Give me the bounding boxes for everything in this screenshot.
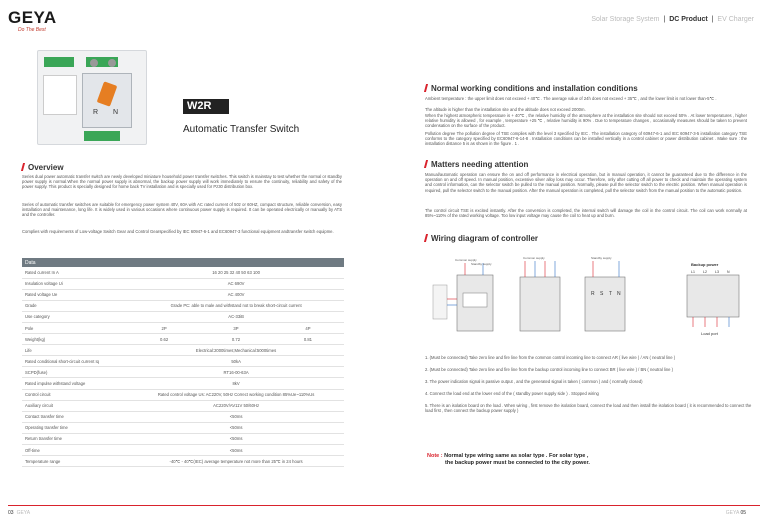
table-cell: 3P [200, 322, 272, 333]
table-row [22, 378, 344, 389]
knob-icon [90, 59, 98, 67]
table-cell: <50ms [128, 445, 344, 456]
table-row [22, 389, 344, 400]
table-cell: AC 690V [128, 278, 344, 289]
table-row [22, 356, 344, 367]
product-sticker [43, 75, 77, 115]
note-line-1: Normal type wiring same as solar type . For solar type , [444, 453, 589, 459]
wiring-heading-text: Wiring diagram of controller [431, 234, 539, 243]
logo-tagline: Do The Best [18, 27, 46, 33]
table-cell: RT16-00-63A [128, 367, 344, 378]
product-image [37, 50, 147, 145]
diagram-right [687, 262, 739, 336]
wiring-note [427, 453, 590, 467]
footer-brand-left: GEYA [16, 510, 31, 516]
table-cell: Contact transfer time [22, 411, 128, 422]
table-row [22, 422, 344, 433]
label-standby-supply-2: Standby supply [591, 256, 612, 260]
normal-conditions-heading-text: Normal working conditions and installation conditions [431, 84, 638, 93]
table-row [22, 311, 344, 322]
knob-icon [108, 59, 116, 67]
nav-item-solar[interactable]: Solar Storage System [591, 16, 660, 23]
geya-logo [8, 8, 63, 36]
footer-left [8, 510, 30, 516]
table-cell: Auxiliary circuit [22, 400, 128, 411]
terminal-n: N [617, 291, 621, 297]
table-row [22, 400, 344, 411]
table-row [22, 445, 344, 456]
label-r: R [93, 109, 99, 116]
overview-paragraph: Series dual power automatic transfer switch are newly developed miniature household power transfer switches. This switch is mainstay to test whether the normal or standby power supply is normal.When the normal power supply is abnormal, the backup power supply will work immediately to ensure the continuity, reliability and safety of the power supply. This product is specially designed for home back TV installation and is specially used for Pz30 distribution box. [22, 174, 342, 190]
overview-paragraph: Complies with requirements of Low-voltage Switch Gear and Control Gearspecified by IEC 60947-6-1 and EC60947-3 functional equipment andtransfer switch equipme. [22, 229, 334, 234]
heading-marker [424, 160, 428, 168]
wiring-note-item: 5. There is an isolation board on the load . When wiring , first remove the isolation board, connect the load and then install the isolation board ( it is recommended to connect the load first , then connect the backup power supply ) [425, 403, 752, 414]
top-nav [591, 16, 754, 23]
table-cell: 50kA [128, 356, 344, 367]
table-cell: SCPD(fuse) [22, 367, 128, 378]
table-cell: Weight(kg) [22, 334, 128, 345]
table-cell: Grade [22, 300, 128, 311]
table-row [22, 433, 344, 444]
table-cell: 0.81 [272, 334, 344, 345]
table-cell: Use category [22, 311, 128, 322]
terminal-r: R [591, 291, 595, 297]
table-row [22, 456, 344, 467]
label-n: N [113, 109, 119, 116]
table-row [22, 334, 344, 345]
table-cell: AC220V/AV11V 50/60Hz [128, 400, 344, 411]
diagram-left [433, 258, 493, 331]
conditions-paragraph: The altitude is higher than the installation site and the altitude does not exceed 2000m. [425, 107, 586, 112]
note-label: Note : [427, 453, 443, 459]
table-cell: 0.72 [200, 334, 272, 345]
wiring-heading [425, 234, 538, 243]
logo-text: GEYA [8, 8, 57, 27]
table-row [22, 267, 344, 278]
label-common-supply-2: Common supply [523, 256, 545, 260]
table-row [22, 322, 344, 333]
matters-paragraph: The control circuit TSE is excited instantly. After the conversion is completed, the internal switch will damage the coil in the control circuit. The coil can work normally at 85%~110% of the rated working voltage. Too low input voltage may cause the coil to heat up and burn. [425, 208, 747, 219]
footer-right [723, 510, 746, 516]
overview-paragraph: Series of automatic transfer switches are suitable for emergency power system 40V, 60A with AC rated current of 50z or 60HZ, compact structure, reliable conversion, easy installation and maintenance, long life. It is widely used in various occasions where continuous power supply is required. It can be operated electrically or manually by ATS and the controller. [22, 202, 342, 218]
product-title: Automatic Transfer Switch [183, 124, 300, 135]
table-cell: Rated impulse withstand voltage [22, 378, 128, 389]
heading-marker [424, 234, 428, 242]
label-load-port: Load port [701, 331, 718, 336]
table-cell: <50ms [128, 422, 344, 433]
nav-separator: | [663, 16, 666, 23]
phase-l2: L2 [703, 270, 707, 274]
label-standby-supply: Standby supply [471, 262, 492, 266]
table-cell: Electrical:2000times;Mechanical:5000times [128, 345, 344, 356]
phase-n: N [727, 270, 730, 274]
table-cell: -40℃ - 40℃(IEC) average temperature not more than 25℃ in 24 hours [128, 456, 344, 467]
wiring-note-item: 1. (Must be connected) Take zero line and fire line from the common control incoming line to connect AR ( live wire ) / AN ( neutral line ) [425, 355, 676, 360]
table-cell: 16 20 25 32 40 50 63 100 [128, 267, 344, 278]
table-cell: Grade PC: able to male and withstand not to break short-circuit current [128, 300, 344, 311]
table-cell: Insulation voltage Ui [22, 278, 128, 289]
overview-heading-text: Overview [28, 163, 64, 172]
table-row [22, 411, 344, 422]
phase-l3: L3 [715, 270, 719, 274]
table-cell: Pole [22, 322, 128, 333]
nav-separator: | [711, 16, 714, 23]
normal-conditions-heading [425, 84, 638, 93]
conditions-paragraph: When the highest atmospheric temperature is + 40℃ , the relative humidity of the atmosphere at the installation site should not exceed 50% . At lower temperatures , higher relative humidity is allowed , for example , temperature +25 ℃ , relative humidity is 90% . Due to temperature changes , occasionally measures should be taken to prevent condensation on the surface of the product. [425, 113, 747, 129]
table-cell: Rated voltage Ue [22, 289, 128, 300]
table-cell: 0.62 [128, 334, 200, 345]
diagram-mid-left [520, 256, 560, 331]
table-cell: <50ms [128, 411, 344, 422]
diagram-mid-right [585, 256, 625, 331]
overview-heading [22, 163, 64, 172]
wiring-diagram [425, 255, 757, 341]
terminal-t: T [609, 291, 613, 297]
table-cell: AC-33iB [128, 311, 344, 322]
table-row [22, 300, 344, 311]
page-number-right: 05 [740, 510, 746, 516]
note-line-2: the backup power must be connected to the city power. [445, 460, 590, 466]
table-row [22, 367, 344, 378]
page-number-left: 03 [8, 510, 14, 516]
table-cell: Off-time [22, 445, 128, 456]
table-cell: Life [22, 345, 128, 356]
footer-divider [8, 505, 760, 506]
table-cell: <50ms [128, 433, 344, 444]
nav-item-ev-charger[interactable]: EV Charger [717, 16, 754, 23]
spec-table-header: Data [22, 258, 344, 267]
model-badge: W2R [183, 99, 229, 114]
terminal-block-bottom [84, 131, 120, 141]
label-common-supply: Common supply [455, 258, 477, 262]
table-cell: Control circuit [22, 389, 128, 400]
table-cell: Rated conditional short-circuit current Iq [22, 356, 128, 367]
table-cell: 2P [128, 322, 200, 333]
wiring-note-item: 2. (Must be connected) Take zero line and fire line from the backup control incoming line to connect BR ( live wire ) / BN ( neutral line ) [425, 367, 674, 372]
label-backup-power: Backup power [691, 262, 719, 267]
table-cell: Rated control voltage Us: AC220V, 50Hz Correct working condition 85%Ue~110%Us [128, 389, 344, 400]
spec-table [22, 258, 344, 467]
matters-heading-text: Matters needing attention [431, 160, 529, 169]
heading-marker [21, 163, 25, 171]
wiring-note-item: 3. The power indication signal is passive output , and the generated signal is taken ( common ) and ( normally closed) [425, 379, 643, 384]
table-cell: 8kV [128, 378, 344, 389]
phase-l1: L1 [691, 270, 695, 274]
wiring-note-item: 4. Connect the load end at the lower end of the ( standby power supply side ) . Stopped wiring [425, 391, 599, 396]
table-row [22, 289, 344, 300]
table-cell: Temperature range [22, 456, 128, 467]
heading-marker [424, 84, 428, 92]
table-cell: Rated current In A [22, 267, 128, 278]
matters-paragraph: Manual/automatic operation can ensure the on and off performance in electrical operation, but in manual operation, it cannot be guaranteed due to the difference in the operation on and off speed. In manual position, excessive silver alloy loss may occur. Therefore, only after cutting off all power to check and maintain the operating system and control information, can the selector switch be pulled to the manual position. Normally, please pull the selector switch to the electric position. When manual operation is required, pull the selector switch to the manual position. After the manual operation is completed, pull the selector switch from the manual position to the automatic position. [425, 172, 747, 193]
nav-item-dc-product[interactable]: DC Product [669, 16, 708, 23]
conditions-paragraph: Pollution degree The pollution degree of TSE complies with the level 3 specified by IEC . The installation category of 60947-6-1 and IEC 60947-3-5 installation category TSE conforms to the category specified by EC60947-6-14-8 . Installation conditions can be installed vertically in a control cabinet or power distribution cabinet . Make sure : the installation distance 5 is as shown in the figure . 1 . [425, 131, 747, 147]
table-row [22, 345, 344, 356]
table-cell: Return transfer time [22, 433, 128, 444]
terminal-s: S [600, 291, 604, 297]
table-cell: AC 400V [128, 289, 344, 300]
table-row [22, 278, 344, 289]
table-cell: 4P [272, 322, 344, 333]
matters-heading [425, 160, 528, 169]
terminal-block-left [44, 57, 74, 67]
table-cell: Operating transfer time [22, 422, 128, 433]
conditions-paragraph: Ambient temperature : the upper limit does not exceed + 40℃ . The average value of 24h does not exceed + 35℃ , and the lower limit is not lower than-5℃ . [425, 96, 717, 101]
footer-brand-right: GEYA [725, 510, 740, 516]
